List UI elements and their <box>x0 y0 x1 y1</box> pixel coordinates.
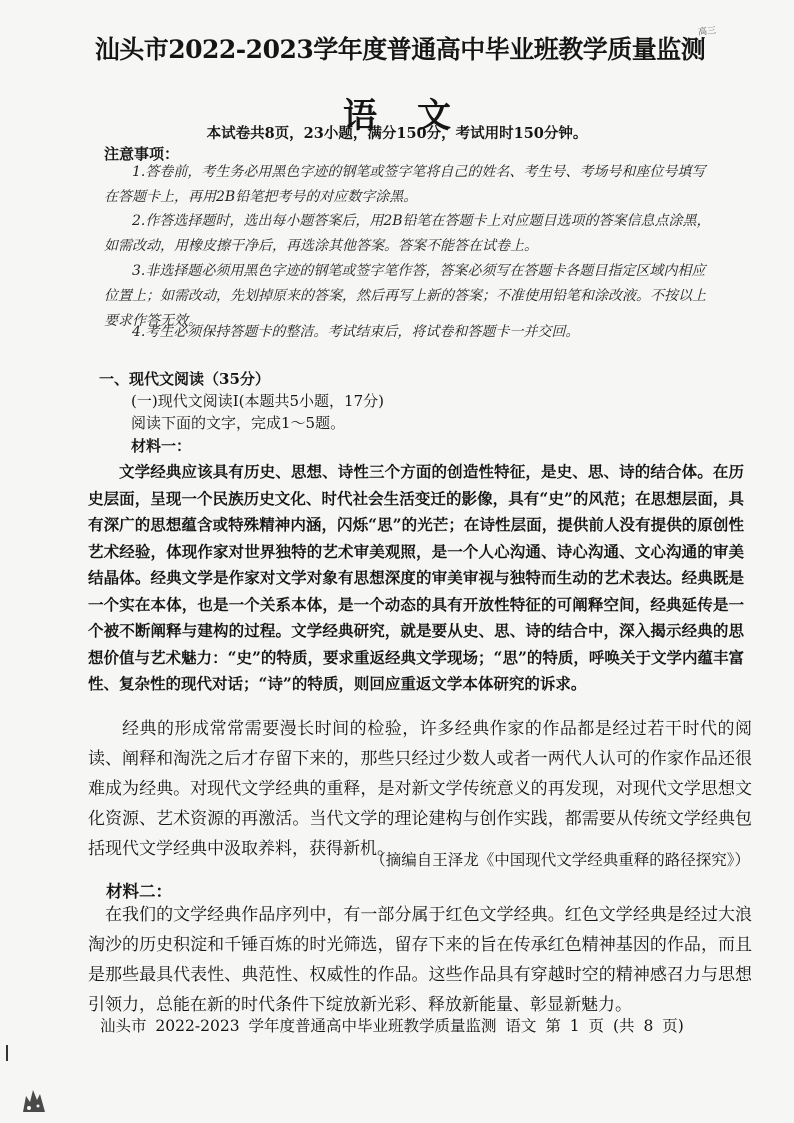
scan-mark <box>6 1045 8 1061</box>
subject-title: 语文 <box>343 96 491 136</box>
notice-item-1: 1.答卷前，考生务必用黑色字迹的钢笔或签字笔将自己的姓名、考生号、考场号和座位号填写在答题卡上，再用2B铅笔把考号的对应数字涂黑。 <box>104 164 706 205</box>
notice-item-2: 2.作答选择题时，选出每小题答案后，用2B铅笔在答题卡上对应题目选项的答案信息点涂黑，如需改动，用橡皮擦干净后，再选涂其他答案。答案不能答在试卷上。 <box>104 213 711 254</box>
corner-mark: 高三 <box>697 26 717 38</box>
material1-paragraph-2: 经典的形成常常需要漫长时间的检验，许多经典作家的作品都是经过若干时代的阅读、阐释和淘洗之后才存留下来的，那些只经过少数人或者一两代人认可的作家作品还很难成为经典。对现代文学经典的重释，是对新文学传统意义的再发现，对现代文学思想文化资源、艺术资源的再激活。当代文学的理论建构与创作实践，都需要从传统文学经典包括现代文学经典中汲取养料，获得新机。 <box>88 719 752 859</box>
scan-artifact-icon <box>20 1082 48 1116</box>
section-heading: 一、现代文阅读（35分） <box>99 370 270 388</box>
page-footer: 汕头市 2022-2023 学年度普通高中毕业班教学质量监测 语文 第 1 页 (共 8 页) <box>100 1017 684 1035</box>
instruction: 阅读下面的文字，完成1～5题。 <box>131 414 346 432</box>
sub-heading: (一)现代文阅读Ⅰ(本题共5小题，17分) <box>131 392 384 410</box>
notice-heading: 注意事项： <box>104 145 180 163</box>
notice-item-3: 3.非选择题必须用黑色字迹的钢笔或签字笔作答，答案必须写在答题卡各题目指定区域内相应位置上；如需改动，先划掉原来的答案，然后再写上新的答案；不准使用铅笔和涂改液。不按以上要求作答无效。 <box>104 263 706 329</box>
exam-info: 本试卷共8页，23小题，满分150分，考试用时150分钟。 <box>206 125 588 142</box>
exam-title: 汕头市2022-2023学年度普通高中毕业班教学质量监测 <box>94 35 706 64</box>
material2-label: 材料二： <box>106 882 172 901</box>
material2-paragraph-1: 在我们的文学经典作品序列中，有一部分属于红色文学经典。红色文学经典是经过大浪淘沙的历史积淀和千锤百炼的时光筛选，留存下来的旨在传承红色精神基因的作品，而且是那些最具代表性、典范性、权威性的作品。这些作品具有穿越时空的精神感召力与思想引领力，总能在新的时代条件下绽放新光彩、释放新能量、彰显新魅力。 <box>88 905 752 1015</box>
material1-paragraph-1: 文学经典应该具有历史、思想、诗性三个方面的创造性特征，是史、思、诗的结合体。在历史层面，呈现一个民族历史文化、时代社会生活变迁的影像，具有“史”的风范；在思想层面，具有深广的思想蕴含或特殊精神内涵，闪烁“思”的光芒；在诗性层面，提供前人没有提供的原创性艺术经验，体现作家对世界独特的艺术审美观照，是一个人心沟通、诗心沟通、文心沟通的审美结晶体。经典文学是作家对文学对象有思想深度的审美审视与独特而生动的艺术表达。经典既是一个实在本体，也是一个关系本体，是一个动态的具有开放性特征的可阐释空间，经典延传是一个被不断阐释与建构的过程。文学经典研究，就是要从史、思、诗的结合中，深入揭示经典的思想价值与艺术魅力：“史”的特质，要求重返经典文学现场；“思”的特质，呼唤关于文学内蕴丰富性、复杂性的现代对话；“诗”的特质，则回应重返文学本体研究的诉求。 <box>88 462 744 693</box>
notice-item-4: 4.考生必须保持答题卡的整洁。考试结束后，将试卷和答题卡一并交回。 <box>132 324 580 340</box>
material1-label: 材料一： <box>131 437 192 455</box>
material1-source: （摘编自王泽龙《中国现代文学经典重释的路径探究》） <box>370 851 750 869</box>
